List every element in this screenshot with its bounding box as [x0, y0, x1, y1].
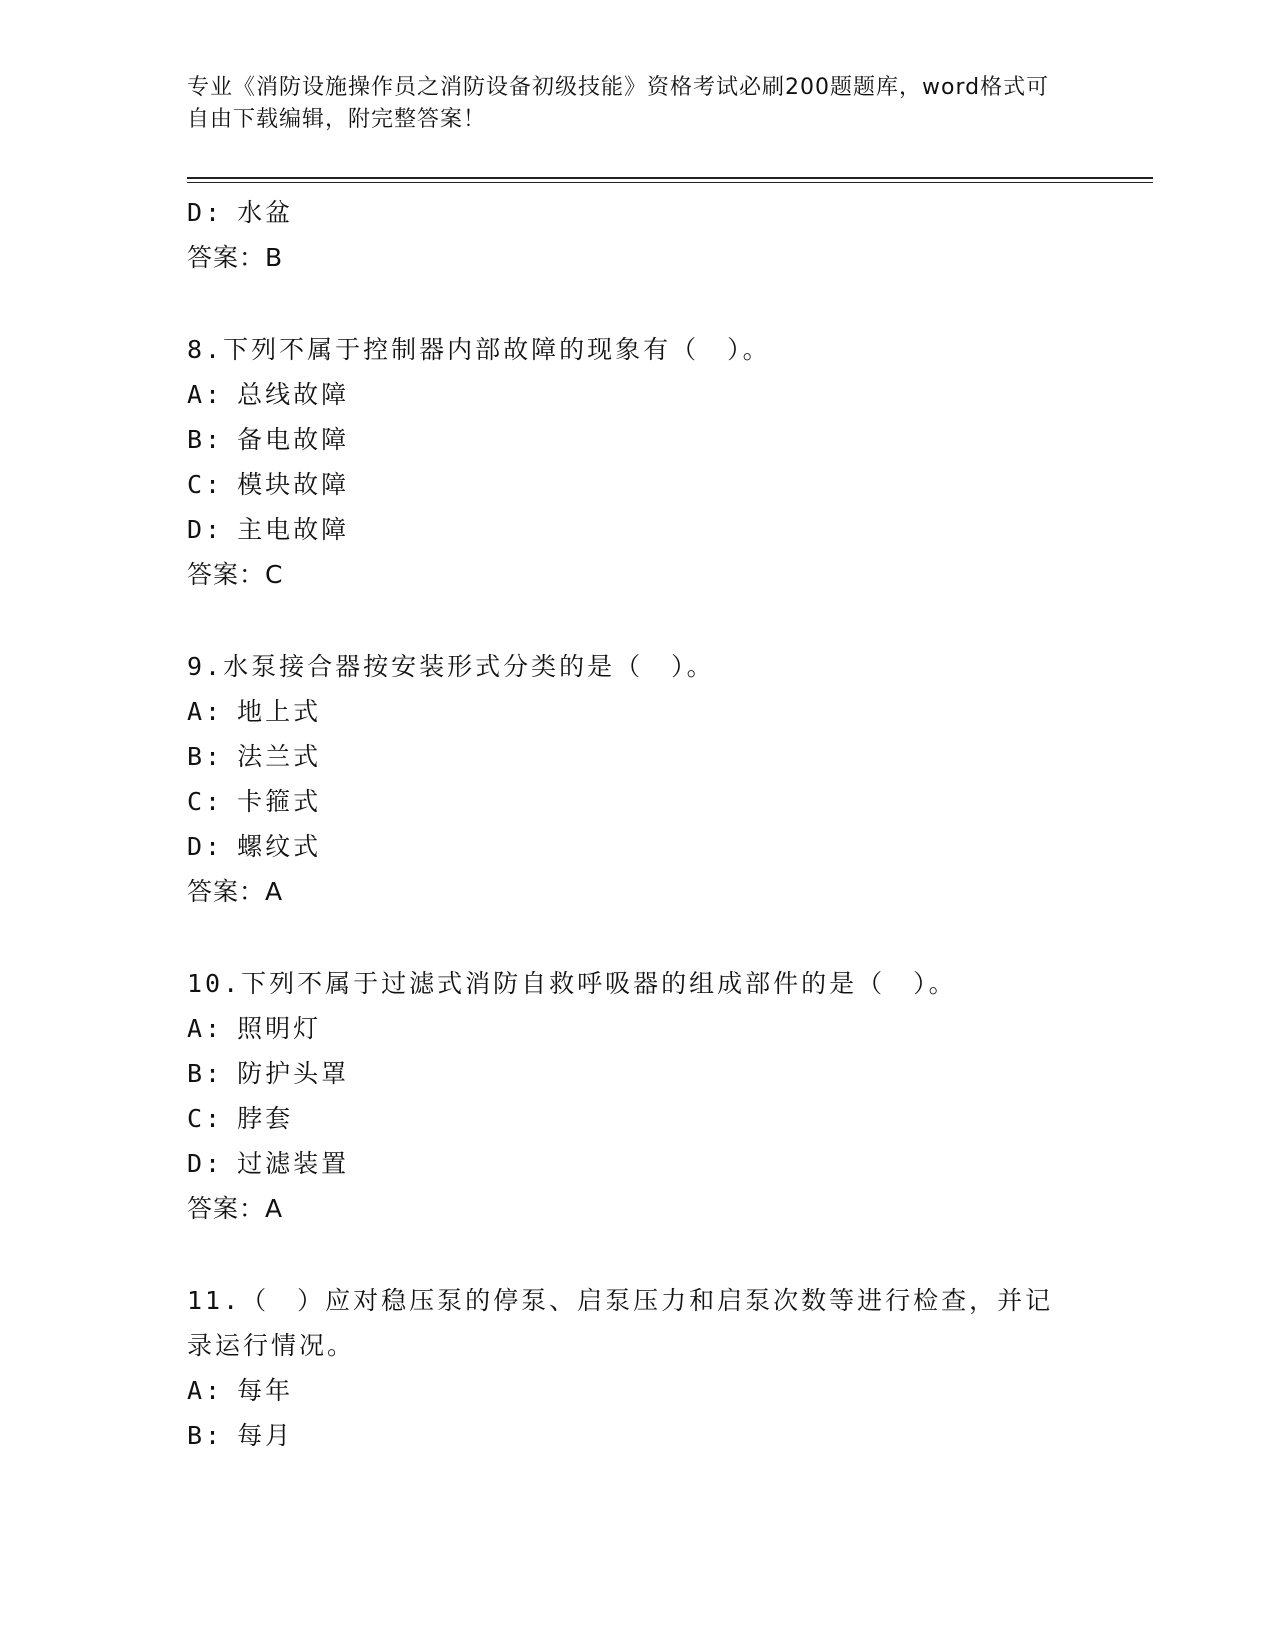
q10-answer: 答案：A	[187, 1194, 284, 1223]
option-label: B:	[187, 1421, 224, 1450]
question-content	[187, 190, 1147, 1458]
option-label: C:	[187, 1104, 224, 1133]
q9-option-d	[187, 824, 1147, 869]
header-divider-thin	[187, 182, 1153, 183]
option-label: A:	[187, 380, 224, 409]
document-header: 专业《消防设施操作员之消防设备初级技能》资格考试必刷200题题库，word格式可自由下载编辑，附完整答案！	[187, 75, 1050, 132]
option-label: B:	[187, 425, 224, 454]
q8-answer: 答案：C	[187, 560, 284, 589]
q10-stem: 10.下列不属于过滤式消防自救呼吸器的组成部件的是（ ）。	[187, 969, 957, 998]
option-label: C:	[187, 470, 224, 499]
q9-stem: 9.水泵接合器按安装形式分类的是（ ）。	[187, 652, 715, 681]
q8-option-d	[187, 507, 1147, 552]
q8-stem: 8.下列不属于控制器内部故障的现象有（ ）。	[187, 335, 771, 364]
option-label: D:	[187, 832, 224, 861]
option-text: 防护头罩	[237, 1059, 350, 1088]
option-label: C:	[187, 787, 224, 816]
option-label: B:	[187, 742, 224, 771]
option-text: 卡箍式	[237, 787, 322, 816]
option-text: 备电故障	[237, 425, 350, 454]
q11-stem: 11.（ ）应对稳压泵的停泵、启泵压力和启泵次数等进行检查，并记录运行情况。	[187, 1286, 1054, 1360]
q9-option-c	[187, 779, 1147, 824]
option-label: A:	[187, 1014, 224, 1043]
q11-option-b	[187, 1413, 1147, 1458]
option-label: D:	[187, 198, 224, 227]
q9-option-b	[187, 734, 1147, 779]
option-text: 地上式	[237, 697, 322, 726]
option-text: 每月	[237, 1421, 294, 1450]
option-text: 水盆	[237, 198, 294, 227]
prev-answer: 答案：B	[187, 243, 284, 272]
q10-option-b	[187, 1051, 1147, 1096]
q8-option-b	[187, 417, 1147, 462]
q11-option-a	[187, 1368, 1147, 1413]
q10-option-d	[187, 1141, 1147, 1186]
prev-option-d	[187, 190, 1147, 235]
option-text: 照明灯	[237, 1014, 322, 1043]
option-label: B:	[187, 1059, 224, 1088]
option-label: A:	[187, 697, 224, 726]
q10-option-c	[187, 1096, 1147, 1141]
option-text: 法兰式	[237, 742, 322, 771]
q10-option-a	[187, 1006, 1147, 1051]
q8-option-a	[187, 372, 1147, 417]
option-text: 每年	[237, 1376, 294, 1405]
option-label: D:	[187, 515, 224, 544]
q9-answer: 答案：A	[187, 877, 284, 906]
option-text: 模块故障	[237, 470, 350, 499]
option-label: A:	[187, 1376, 224, 1405]
q9-option-a	[187, 689, 1147, 734]
q8-option-c	[187, 462, 1147, 507]
option-text: 螺纹式	[237, 832, 322, 861]
option-text: 过滤装置	[237, 1149, 350, 1178]
option-text: 总线故障	[237, 380, 350, 409]
option-text: 脖套	[237, 1104, 294, 1133]
header-divider-thick	[187, 177, 1153, 179]
option-text: 主电故障	[237, 515, 350, 544]
option-label: D:	[187, 1149, 224, 1178]
